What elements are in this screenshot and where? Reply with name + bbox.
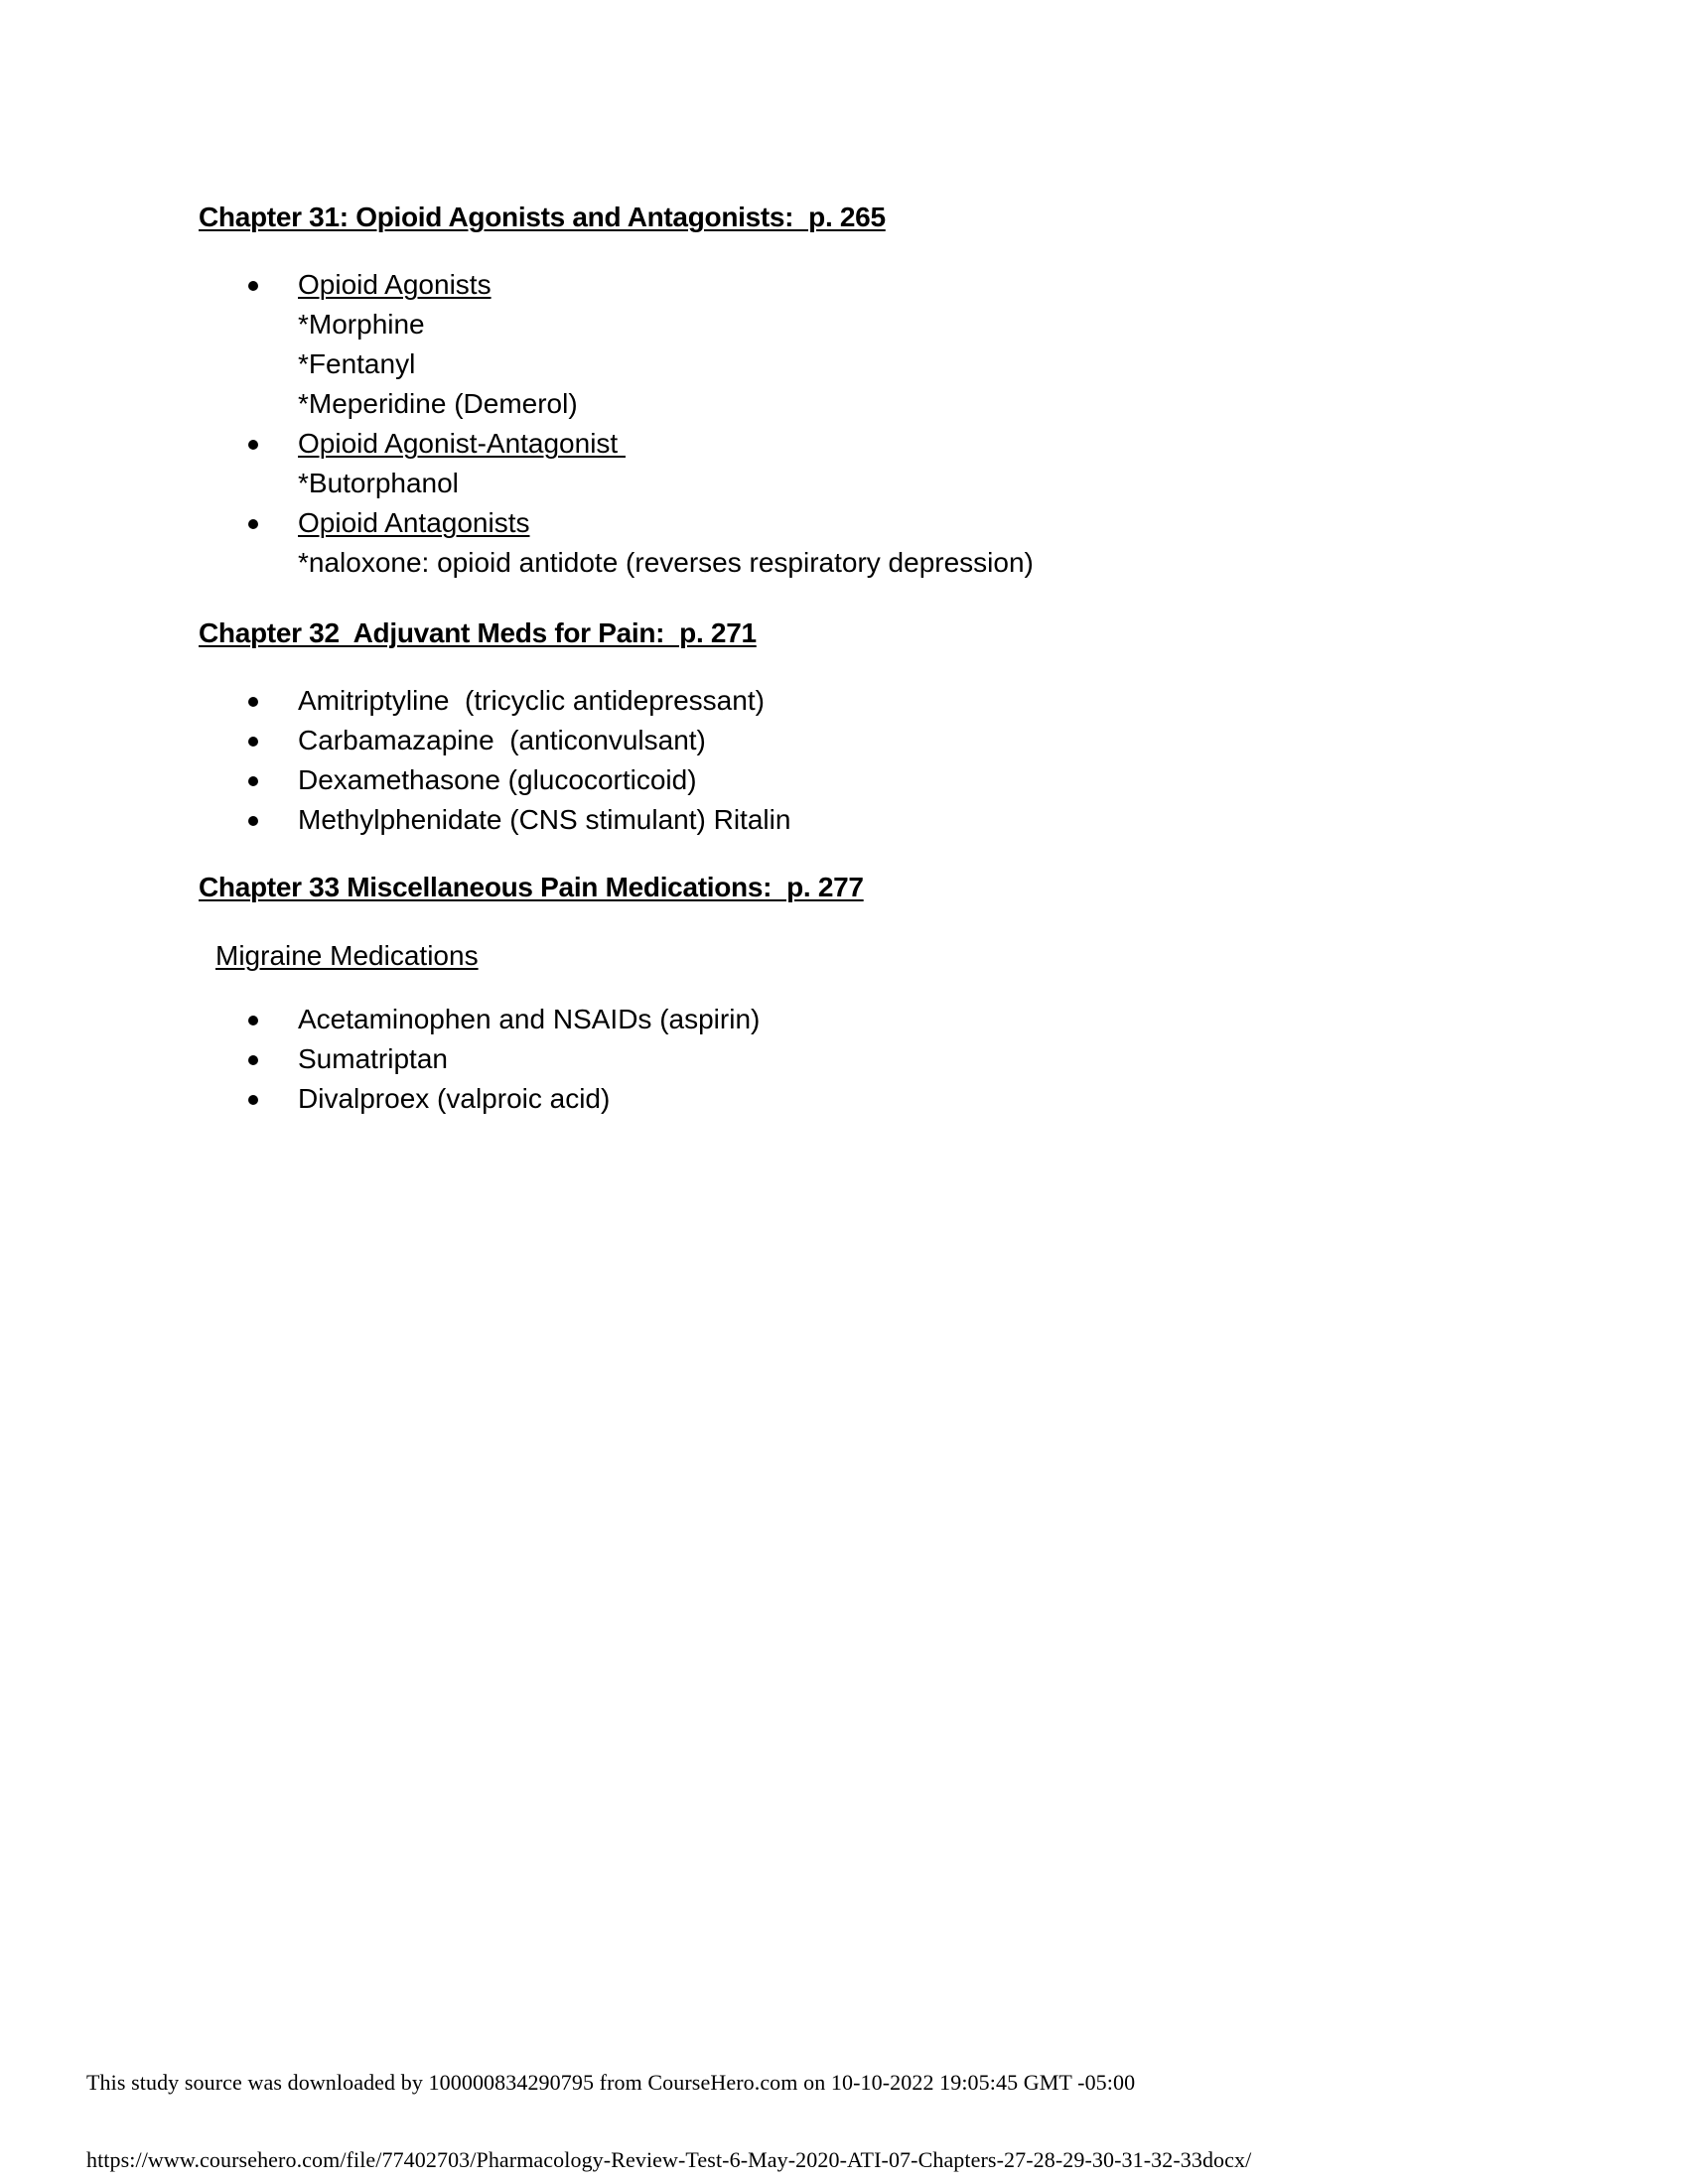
source-url[interactable]: https://www.coursehero.com/file/77402703/Pharmacology-Review-Test-6-May-2020-ATI-07-Chapters-27-28-29-30-31-32-33docx/ <box>86 2147 1252 2172</box>
list-item: Acetaminophen and NSAIDs (aspirin) <box>298 1004 761 1034</box>
list-item: Carbamazapine (anticonvulsant) <box>298 725 706 755</box>
bullet-icon <box>248 1095 258 1105</box>
bullet-icon <box>248 440 258 450</box>
chapter-33-heading: Chapter 33 Miscellaneous Pain Medications: p. 277 <box>199 872 864 902</box>
list-item: Methylphenidate (CNS stimulant) Ritalin <box>298 804 791 835</box>
bullet-icon <box>248 519 258 529</box>
chapter-31-heading: Chapter 31: Opioid Agonists and Antagonists: p. 265 <box>199 202 886 232</box>
list-item: *Fentanyl <box>298 348 416 379</box>
bullet-icon <box>248 816 258 826</box>
group-title-opioid-agonists: Opioid Agonists <box>298 269 492 300</box>
group-title-opioid-agonist-antagonist: Opioid Agonist-Antagonist <box>298 428 626 459</box>
list-item: Amitriptyline (tricyclic antidepressant) <box>298 685 765 716</box>
list-item: *Meperidine (Demerol) <box>298 388 578 419</box>
bullet-icon <box>248 697 258 707</box>
bullet-icon <box>248 281 258 291</box>
download-notice: This study source was downloaded by 100000834290795 from CourseHero.com on 10-10-2022 19:05:45 GMT -05:00 <box>86 2070 1136 2095</box>
bullet-icon <box>248 1016 258 1025</box>
list-item: Dexamethasone (glucocorticoid) <box>298 764 697 795</box>
list-item: Sumatriptan <box>298 1043 448 1074</box>
chapter-32-heading: Chapter 32 Adjuvant Meds for Pain: p. 271 <box>199 617 757 648</box>
list-item: *Morphine <box>298 309 425 340</box>
group-title-opioid-antagonists: Opioid Antagonists <box>298 507 530 538</box>
subheading-migraine-medications: Migraine Medications <box>215 940 479 971</box>
bullet-icon <box>248 776 258 786</box>
list-item: *naloxone: opioid antidote (reverses respiratory depression) <box>298 547 1034 578</box>
list-item: *Butorphanol <box>298 468 459 498</box>
list-item: Divalproex (valproic acid) <box>298 1083 611 1114</box>
bullet-icon <box>248 1055 258 1065</box>
bullet-icon <box>248 737 258 747</box>
